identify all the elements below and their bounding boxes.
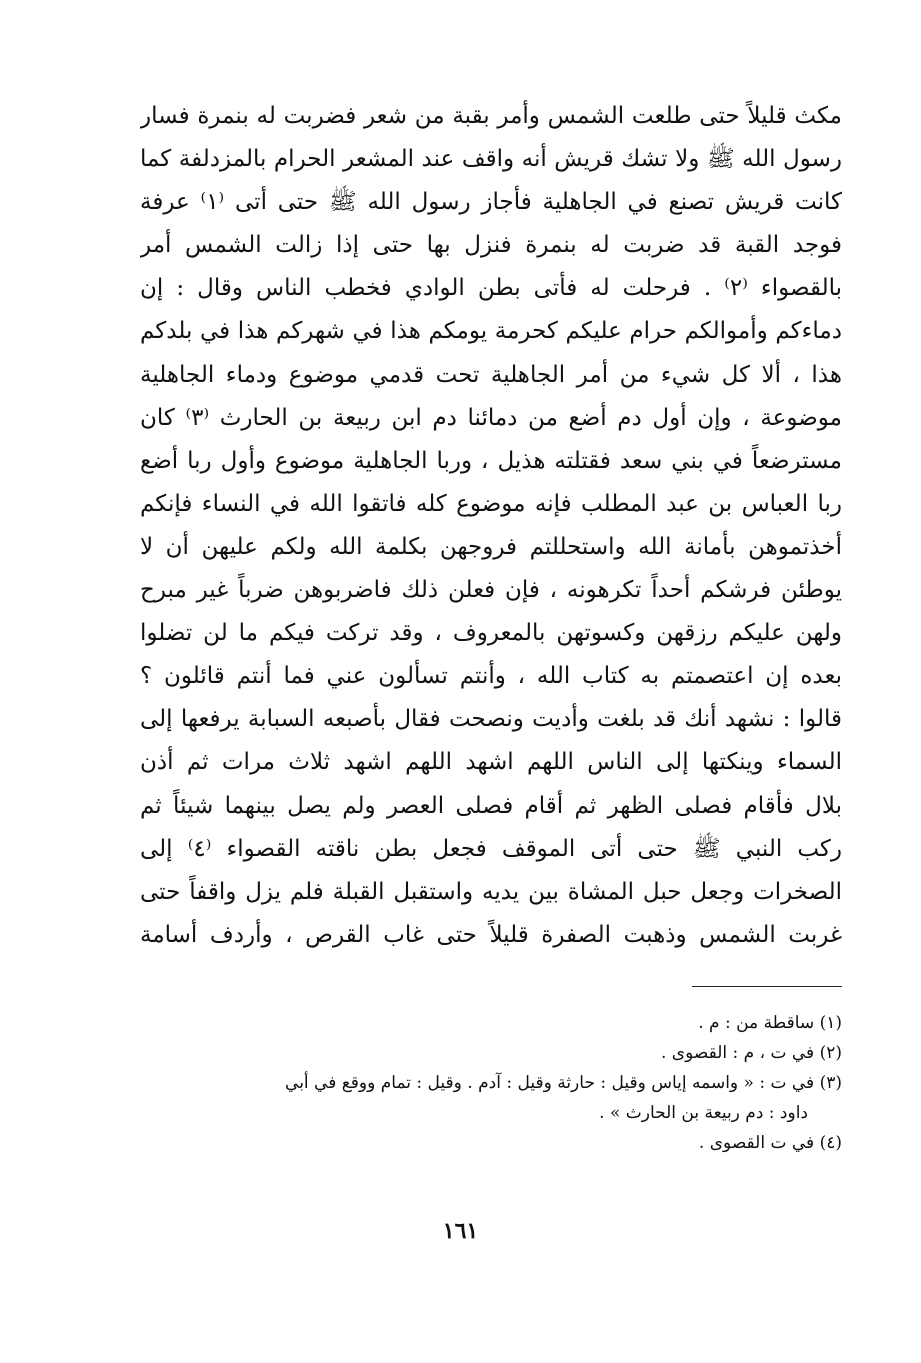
text-line: ركب النبي ﷺ حتى أتى الموقف فجعل بطن ناقته القصواء ⁽٤⁾ إلى xyxy=(140,835,842,862)
text-line: ربا العباس بن عبد المطلب فإنه موضوع كله فاتقوا الله في النساء فإنكم xyxy=(140,490,842,517)
text-line: دماءكم وأموالكم حرام عليكم كحرمة يومكم هذا في شهركم هذا في بلدكم xyxy=(140,318,842,345)
text-line: غربت الشمس وذهبت الصفرة قليلاً حتى غاب القرص ، وأردف أسامة xyxy=(140,921,842,948)
footnote-separator xyxy=(692,986,842,987)
text-line: مكث قليلاً حتى طلعت الشمس وأمر بقبة من شعر فضربت له بنمرة فسار xyxy=(140,103,842,129)
text-line: قالوا : نشهد أنك قد بلغت وأديت ونصحت فقال بأصبعه السبابة يرفعها إلى xyxy=(140,706,842,733)
text-line: بالقصواء ⁽٢⁾ . فرحلت له فأتى بطن الوادي فخطب الناس وقال : إن xyxy=(140,275,842,302)
footnote xyxy=(140,1128,842,1158)
text-line: كانت قريش تصنع في الجاهلية فأجاز رسول الله ﷺ حتى أتى ⁽١⁾ عرفة xyxy=(140,189,842,216)
text-line: السماء وينكتها إلى الناس اللهم اشهد اللهم اشهد ثلاث مرات ثم أذن xyxy=(140,749,842,776)
footnote-text: (٤) في ت القصوى . xyxy=(698,1133,842,1153)
text-line: بلال فأقام فصلى الظهر ثم أقام فصلى العصر ولم يصل بينهما شيئاً ثم xyxy=(140,792,842,819)
text-line: رسول الله ﷺ ولا تشك قريش أنه واقف عند المشعر الحرام بالمزدلفة كما xyxy=(140,146,842,173)
text-line: هذا ، ألا كل شيء من أمر الجاهلية تحت قدمي موضوع ودماء الجاهلية xyxy=(140,361,842,388)
text-line: أخذتموهن بأمانة الله واستحللتم فروجهن بكلمة الله ولكم عليهن أن لا xyxy=(140,533,842,560)
footnote-text: (٣) في ت : « واسمه إياس وقيل : حارثة وقيل : آدم . وقيل : تمام ووقع في أبي xyxy=(285,1073,842,1093)
text-line: بعده إن اعتصمتم به كتاب الله ، وأنتم تسألون عني فما أنتم قائلون ؟ xyxy=(140,663,842,690)
footnote xyxy=(140,1008,842,1038)
text-line: مسترضعاً في بني سعد فقتلته هذيل ، وربا الجاهلية موضوع وأول ربا أضع xyxy=(140,447,842,474)
footnote-text: (١) ساقطة من : م . xyxy=(698,1013,842,1033)
text-line: يوطئن فرشكم أحداً تكرهونه ، فإن فعلن ذلك فاضربوهن ضرباً غير مبرح xyxy=(140,577,842,604)
footnote-text: (٢) في ت ، م : القصوى . xyxy=(660,1043,842,1063)
footnote-continuation: داود : دم ربيعة بن الحارث » . xyxy=(599,1103,808,1123)
text-line: ولهن عليكم رزقهن وكسوتهن بالمعروف ، وقد تركت فيكم ما لن تضلوا xyxy=(140,620,842,647)
text-line: الصخرات وجعل حبل المشاة بين يديه واستقبل القبلة فلم يزل واقفاً حتى xyxy=(140,878,842,905)
footnotes-section xyxy=(140,1008,842,1158)
footnote xyxy=(140,1038,842,1068)
main-text-body xyxy=(140,95,842,957)
text-line: فوجد القبة قد ضربت له بنمرة فنزل بها حتى إذا زالت الشمس أمر xyxy=(140,232,842,259)
page-number: ١٦١ xyxy=(442,1218,479,1244)
text-line: موضوعة ، وإن أول دم أضع من دمائنا دم ابن ربيعة بن الحارث ⁽٣⁾ كان xyxy=(140,404,842,431)
footnote xyxy=(140,1068,842,1128)
